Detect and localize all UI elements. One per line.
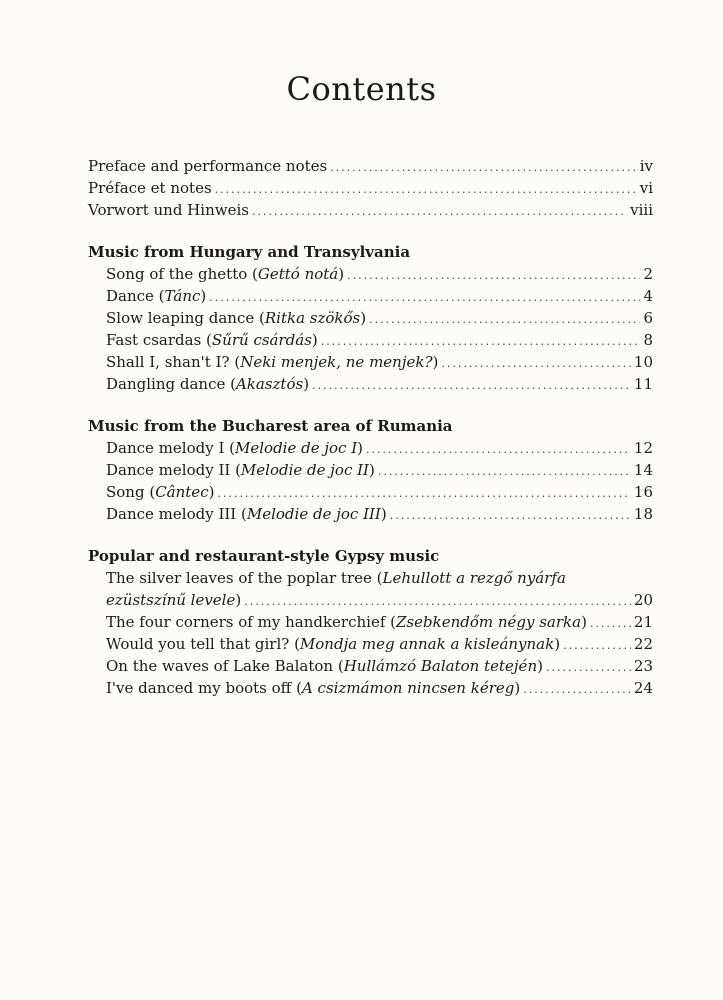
toc-entry-label: Song of the ghetto (Gettó notá) — [106, 265, 345, 283]
toc-page-number: 21 — [633, 613, 653, 631]
leader-dots — [312, 375, 631, 397]
toc-entry-label: The silver leaves of the poplar tree (Lehullott a rezgő nyárfa — [106, 569, 566, 587]
section-heading: Popular and restaurant-style Gypsy music — [88, 547, 440, 565]
toc-entry[interactable] — [88, 633, 653, 655]
toc-entry[interactable] — [88, 459, 653, 481]
toc-page-number: vi — [639, 179, 653, 197]
toc-page-number: 14 — [633, 461, 653, 479]
toc-entry[interactable] — [88, 329, 653, 351]
toc-page-number: iv — [639, 157, 653, 175]
toc-entry[interactable] — [88, 481, 653, 503]
toc-page-number: 8 — [643, 331, 653, 349]
toc-entry-label: Dance melody III (Melodie de joc III) — [106, 505, 387, 523]
toc-entry[interactable] — [88, 351, 653, 373]
toc-entry-label: On the waves of Lake Balaton (Hullámzó Balaton tetején) — [106, 657, 543, 675]
toc-entry-preface-fr[interactable] — [88, 177, 653, 199]
leader-dots — [523, 679, 631, 701]
toc-entry[interactable] — [88, 655, 653, 677]
leader-dots — [244, 591, 631, 613]
leader-dots — [347, 265, 640, 287]
toc-entry-label: Preface and performance notes — [88, 157, 328, 175]
toc-entry-first-line[interactable] — [88, 567, 653, 589]
toc-entry[interactable] — [88, 437, 653, 459]
section-heading: Music from Hungary and Transylvania — [88, 243, 411, 261]
leader-dots — [321, 331, 641, 353]
toc-page-number: 4 — [643, 287, 653, 305]
toc-page-number: 23 — [633, 657, 653, 675]
leader-dots — [378, 461, 631, 483]
toc-entry-label: Vorwort und Hinweis — [88, 201, 249, 219]
toc-entry-label: I've danced my boots off (A csizmámon nincsen kéreg) — [106, 679, 521, 697]
toc-entry-continuation[interactable] — [88, 589, 653, 611]
toc-entry-label: Fast csardas (Sűrű csárdás) — [106, 331, 318, 349]
toc-entry[interactable] — [88, 285, 653, 307]
leader-dots — [252, 201, 627, 223]
toc-entry-preface[interactable] — [88, 155, 653, 177]
toc-page-number: 10 — [633, 353, 653, 371]
section-heading: Music from the Bucharest area of Rumania — [88, 417, 453, 435]
toc-entry[interactable] — [88, 611, 653, 633]
leader-dots — [390, 505, 631, 527]
toc-entry[interactable] — [88, 373, 653, 395]
toc-entry[interactable] — [88, 677, 653, 699]
toc-entry-label: Préface et notes — [88, 179, 212, 197]
toc-page-number: 16 — [633, 483, 653, 501]
toc-entry-label: Shall I, shan't I? (Neki menjek, ne menjek?) — [106, 353, 439, 371]
table-of-contents — [88, 155, 653, 699]
toc-page-number: 18 — [633, 505, 653, 523]
toc-page-number: 6 — [643, 309, 653, 327]
leader-dots — [217, 483, 630, 505]
toc-page-number: 20 — [633, 591, 653, 609]
toc-entry-label: Slow leaping dance (Ritka szökős) — [106, 309, 367, 327]
toc-entry[interactable] — [88, 263, 653, 285]
toc-page-number: 11 — [633, 375, 653, 393]
toc-entry-label: Would you tell that girl? (Mondja meg annak a kisleánynak) — [106, 635, 561, 653]
toc-entry-label: ezüstszínű levele) — [106, 591, 242, 609]
leader-dots — [369, 309, 640, 331]
toc-entry-vorwort[interactable] — [88, 199, 653, 221]
leader-dots — [330, 157, 636, 179]
toc-page-number: 2 — [643, 265, 653, 283]
leader-dots — [546, 657, 631, 679]
leader-dots — [215, 179, 637, 201]
toc-entry-label: Song (Cântec) — [106, 483, 215, 501]
toc-page-number: viii — [630, 201, 653, 219]
leader-dots — [590, 613, 631, 635]
toc-entry[interactable] — [88, 503, 653, 525]
toc-entry-label: Dangling dance (Akasztós) — [106, 375, 310, 393]
toc-entry-label: Dance (Tánc) — [106, 287, 207, 305]
leader-dots — [366, 439, 631, 461]
leader-dots — [563, 635, 631, 657]
toc-entry-label: Dance melody II (Melodie de joc II) — [106, 461, 375, 479]
toc-entry-label: The four corners of my handkerchief (Zsebkendőm négy sarka) — [106, 613, 587, 631]
toc-page-number: 22 — [633, 635, 653, 653]
toc-page-number: 12 — [633, 439, 653, 457]
page-title: Contents — [286, 70, 437, 108]
leader-dots — [441, 353, 631, 375]
toc-page-number: 24 — [633, 679, 653, 697]
toc-entry[interactable] — [88, 307, 653, 329]
toc-entry-label: Dance melody I (Melodie de joc I) — [106, 439, 363, 457]
leader-dots — [209, 287, 640, 309]
